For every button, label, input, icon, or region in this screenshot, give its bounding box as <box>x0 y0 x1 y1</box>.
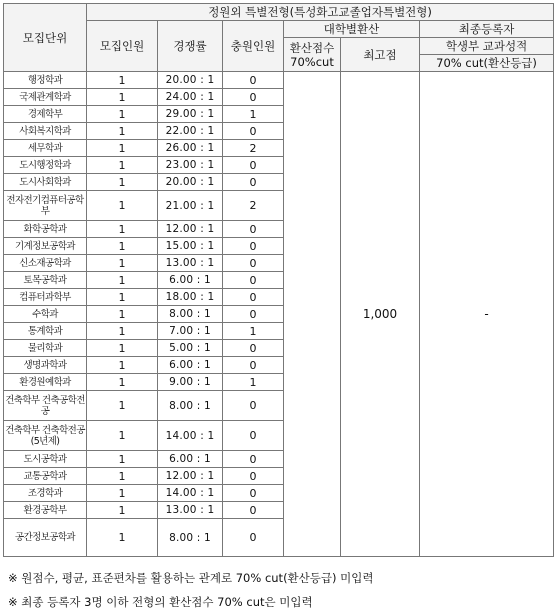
additional-cell: 0 <box>223 289 284 306</box>
competition-cell: 12.00 : 1 <box>158 468 223 485</box>
competition-cell: 29.00 : 1 <box>158 106 223 123</box>
header-group-title: 정원외 특별전형(특성화고교졸업자특별전형) <box>87 4 554 21</box>
competition-cell: 5.00 : 1 <box>158 340 223 357</box>
header-additional: 충원인원 <box>223 21 284 72</box>
competition-cell: 13.00 : 1 <box>158 502 223 519</box>
department-cell: 신소재공학과 <box>4 255 87 272</box>
footnotes <box>8 566 373 614</box>
additional-cell: 0 <box>223 485 284 502</box>
additional-cell: 0 <box>223 451 284 468</box>
conv-score-cell <box>284 72 341 557</box>
quota-cell: 1 <box>87 306 158 323</box>
quota-cell: 1 <box>87 191 158 221</box>
additional-cell: 0 <box>223 340 284 357</box>
header-department: 모집단위 <box>4 4 87 72</box>
department-cell: 토목공학과 <box>4 272 87 289</box>
department-cell: 조경학과 <box>4 485 87 502</box>
competition-cell: 20.00 : 1 <box>158 174 223 191</box>
additional-cell: 1 <box>223 374 284 391</box>
department-cell: 건축학부 건축공학전공 <box>4 391 87 421</box>
quota-cell: 1 <box>87 89 158 106</box>
competition-cell: 14.00 : 1 <box>158 485 223 502</box>
additional-cell: 0 <box>223 306 284 323</box>
additional-cell: 2 <box>223 140 284 157</box>
quota-cell: 1 <box>87 174 158 191</box>
department-cell: 행정학과 <box>4 72 87 89</box>
quota-cell: 1 <box>87 374 158 391</box>
quota-cell: 1 <box>87 123 158 140</box>
additional-cell: 0 <box>223 357 284 374</box>
additional-cell: 2 <box>223 191 284 221</box>
department-cell: 국제관계학과 <box>4 89 87 106</box>
quota-cell: 1 <box>87 391 158 421</box>
department-cell: 환경공학부 <box>4 502 87 519</box>
quota-cell: 1 <box>87 519 158 557</box>
header-quota: 모집인원 <box>87 21 158 72</box>
additional-cell: 0 <box>223 174 284 191</box>
competition-cell: 22.00 : 1 <box>158 123 223 140</box>
footnote-2: ※ 최종 등록자 3명 이하 전형의 환산점수 70% cut은 미입력 <box>8 595 313 609</box>
department-cell: 기계정보공학과 <box>4 238 87 255</box>
quota-cell: 1 <box>87 468 158 485</box>
competition-cell: 7.00 : 1 <box>158 323 223 340</box>
department-cell: 세무학과 <box>4 140 87 157</box>
department-cell: 사회복지학과 <box>4 123 87 140</box>
department-cell: 생명과학과 <box>4 357 87 374</box>
header-cut-grade: 70% cut(환산등급) <box>420 55 554 72</box>
quota-cell: 1 <box>87 238 158 255</box>
department-cell: 도시공학과 <box>4 451 87 468</box>
department-cell: 화학공학과 <box>4 221 87 238</box>
department-cell: 환경원예학과 <box>4 374 87 391</box>
competition-cell: 21.00 : 1 <box>158 191 223 221</box>
additional-cell: 0 <box>223 519 284 557</box>
max-score-cell: 1,000 <box>341 72 420 557</box>
department-cell: 도시행정학과 <box>4 157 87 174</box>
header-conv-score-line2: 70%cut <box>290 54 334 69</box>
competition-cell: 24.00 : 1 <box>158 89 223 106</box>
competition-cell: 8.00 : 1 <box>158 306 223 323</box>
department-cell: 교통공학과 <box>4 468 87 485</box>
competition-cell: 14.00 : 1 <box>158 421 223 451</box>
quota-cell: 1 <box>87 289 158 306</box>
additional-cell: 0 <box>223 502 284 519</box>
quota-cell: 1 <box>87 357 158 374</box>
competition-cell: 8.00 : 1 <box>158 391 223 421</box>
header-conv-score-line1: 환산점수 <box>289 40 335 55</box>
quota-cell: 1 <box>87 323 158 340</box>
competition-cell: 13.00 : 1 <box>158 255 223 272</box>
quota-cell: 1 <box>87 106 158 123</box>
header-lowest-score: 최고점 <box>341 38 420 72</box>
additional-cell: 0 <box>223 421 284 451</box>
competition-cell: 6.00 : 1 <box>158 272 223 289</box>
additional-cell: 0 <box>223 468 284 485</box>
additional-cell: 1 <box>223 323 284 340</box>
table-body <box>4 4 554 557</box>
competition-cell: 6.00 : 1 <box>158 451 223 468</box>
additional-cell: 0 <box>223 221 284 238</box>
additional-cell: 0 <box>223 272 284 289</box>
competition-cell: 20.00 : 1 <box>158 72 223 89</box>
additional-cell: 0 <box>223 89 284 106</box>
competition-cell: 18.00 : 1 <box>158 289 223 306</box>
competition-cell: 15.00 : 1 <box>158 238 223 255</box>
quota-cell: 1 <box>87 72 158 89</box>
department-cell: 경제학부 <box>4 106 87 123</box>
department-cell: 수학과 <box>4 306 87 323</box>
additional-cell: 0 <box>223 391 284 421</box>
department-cell: 공간정보공학과 <box>4 519 87 557</box>
competition-cell: 26.00 : 1 <box>158 140 223 157</box>
competition-cell: 12.00 : 1 <box>158 221 223 238</box>
additional-cell: 0 <box>223 157 284 174</box>
quota-cell: 1 <box>87 140 158 157</box>
competition-cell: 23.00 : 1 <box>158 157 223 174</box>
cut-grade-cell: - <box>420 72 554 557</box>
competition-cell: 9.00 : 1 <box>158 374 223 391</box>
quota-cell: 1 <box>87 221 158 238</box>
additional-cell: 0 <box>223 123 284 140</box>
quota-cell: 1 <box>87 157 158 174</box>
quota-cell: 1 <box>87 340 158 357</box>
additional-cell: 0 <box>223 72 284 89</box>
footnote-1: ※ 원점수, 평균, 표준편차를 활용하는 관계로 70% cut(환산등급) 미입력 <box>8 571 374 585</box>
quota-cell: 1 <box>87 421 158 451</box>
header-competition: 경쟁률 <box>158 21 223 72</box>
competition-cell: 6.00 : 1 <box>158 357 223 374</box>
header-student-record: 학생부 교과성적 <box>420 38 554 55</box>
additional-cell: 0 <box>223 238 284 255</box>
quota-cell: 1 <box>87 272 158 289</box>
table-row <box>4 72 554 89</box>
competition-cell: 8.00 : 1 <box>158 519 223 557</box>
quota-cell: 1 <box>87 502 158 519</box>
header-univ-conversion: 대학별환산 <box>284 21 420 38</box>
admission-results-table <box>3 3 554 557</box>
quota-cell: 1 <box>87 255 158 272</box>
additional-cell: 1 <box>223 106 284 123</box>
quota-cell: 1 <box>87 485 158 502</box>
department-cell: 통계학과 <box>4 323 87 340</box>
department-cell: 도시사회학과 <box>4 174 87 191</box>
department-cell: 컴퓨터과학부 <box>4 289 87 306</box>
additional-cell: 0 <box>223 255 284 272</box>
department-cell: 건축학부 건축학전공(5년제) <box>4 421 87 451</box>
header-conv-score <box>284 38 341 72</box>
department-cell: 물리학과 <box>4 340 87 357</box>
quota-cell: 1 <box>87 451 158 468</box>
department-cell: 전자전기컴퓨터공학부 <box>4 191 87 221</box>
header-final-registrant: 최종등록자 <box>420 21 554 38</box>
